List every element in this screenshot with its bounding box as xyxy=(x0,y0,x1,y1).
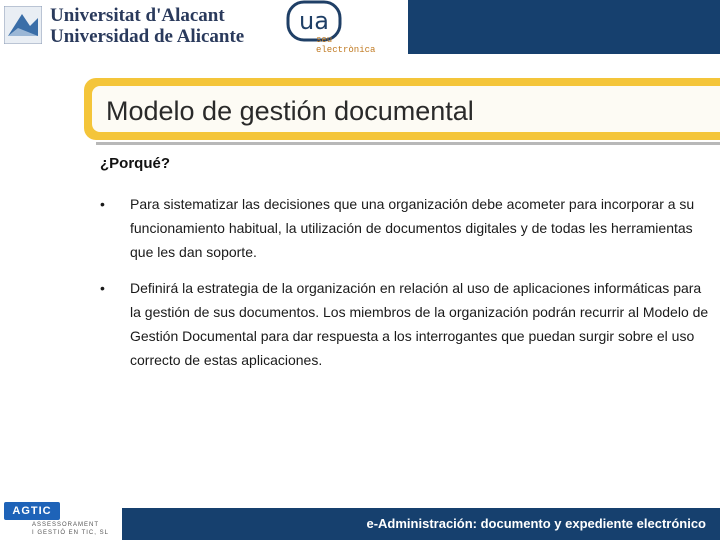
header-band xyxy=(408,0,720,54)
title-panel xyxy=(84,78,720,140)
title-underline xyxy=(96,142,720,145)
bullet-text: Definirá la estrategia de la organización en relación al uso de aplicaciones informáticas para la gestión de sus documentos. Los miembros de la organización podrán recurrir al Modelo de Gestión Documental para dar respuesta a los interrogantes que puedan surgir sobre el uso correcto de estas aplicaciones. xyxy=(130,280,709,368)
university-name-valencian: Universitat d'Alacant xyxy=(50,5,225,26)
bullet-marker: • xyxy=(100,196,105,212)
footer-bar xyxy=(122,508,720,540)
agtic-logo xyxy=(2,500,120,540)
agtic-subtitle-line: I GESTIÓ EN TIC, SL xyxy=(32,530,109,536)
footer-text: e-Administración: documento y expediente electrónico xyxy=(366,516,706,531)
agtic-subtitle-line: ASSESSORAMENT xyxy=(32,522,100,528)
university-emblem-icon xyxy=(4,6,42,44)
agtic-badge: AGTIC xyxy=(4,502,60,520)
sede-electronica-logo xyxy=(282,0,382,54)
bullet-text: Para sistematizar las decisiones que una organización debe acometer para incorporar a su funcionamiento habitual, la utilización de documentos digitales y de todas les herramientas que les dan soporte. xyxy=(130,196,695,260)
header xyxy=(0,0,720,56)
agtic-subtitle xyxy=(32,521,109,537)
question-heading: ¿Porqué? xyxy=(100,155,170,172)
slide-title: Modelo de gestión documental xyxy=(106,96,474,126)
bullet-marker: • xyxy=(100,280,105,296)
bullet-item xyxy=(100,192,712,264)
ua-logo-letters: ua xyxy=(299,7,329,35)
university-name xyxy=(50,5,244,47)
university-name-spanish: Universidad de Alicante xyxy=(50,26,245,47)
university-logo xyxy=(0,0,245,50)
bullet-item xyxy=(100,276,712,372)
sede-label: seu electrònica xyxy=(316,35,376,55)
title-inner xyxy=(92,86,720,132)
